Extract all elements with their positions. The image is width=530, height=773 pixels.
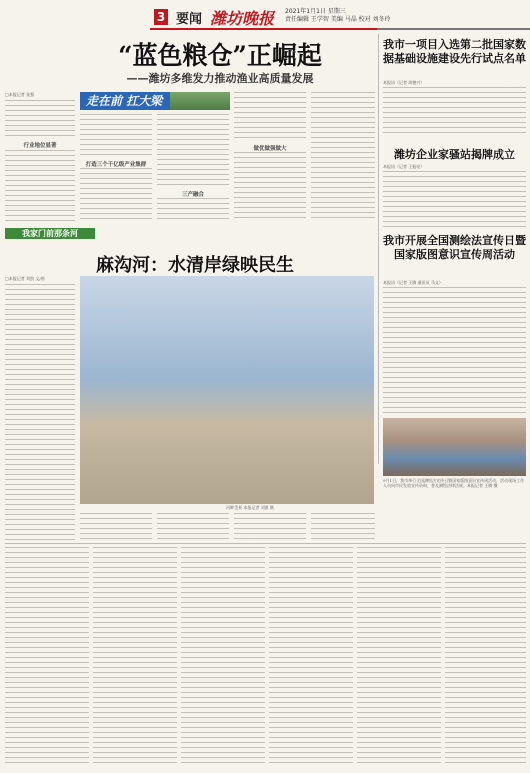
bottom-col3: [181, 547, 265, 767]
feature-photo-caption: 河畔美景 本报记者 刘凯 摄: [226, 505, 274, 510]
feature-title: 麻沟河：水清岸绿映民生: [96, 255, 294, 276]
top-story-title: “蓝色粮仓”正崛起: [118, 41, 322, 70]
top-story-col4: [234, 92, 306, 142]
feature-col3: [157, 513, 229, 540]
side-story-3-title: 我市开展全国测绘法宣传日暨国家版图意识宣传周活动: [383, 234, 526, 261]
editor-line: 责任编辑 王学智 美编 马晶 校对 刘冬玲: [285, 16, 391, 23]
feature-byline: □本报记者 刘凯 文/图: [5, 276, 45, 281]
bottom-col5: [357, 547, 441, 767]
bottom-col2: [93, 547, 177, 767]
side-story-2-body: [383, 171, 526, 227]
header-rule-red: [150, 28, 377, 30]
top-story-col1b: [5, 150, 75, 222]
section-label: 要闻: [176, 12, 203, 27]
top-story-col5: [311, 92, 375, 222]
side-story-1-title: 我市一项目入选第二批国家数据基础设施建设先行试点名单: [383, 38, 526, 65]
side-story-3-photo: [383, 418, 526, 476]
top-story-byline: □本报记者 张强: [5, 92, 35, 97]
side-story-3-photo-caption: 9月1日，我市举行全国测绘法宣传日暨国家版图意识宣传周活动，活动现场工作人员向市民发放宣传资料，普及测绘法律法规。本报记者 王腾 摄: [383, 478, 525, 489]
top-story-col2: [80, 114, 152, 158]
side-story-2-byline: 本报讯（记者 王振亮）: [383, 164, 425, 169]
top-story-subtitle: ——潍坊多维发力推动渔业高质量发展: [126, 72, 314, 85]
top-story-col3: [157, 114, 229, 188]
feature-col2: [80, 513, 152, 540]
bottom-col6: [445, 547, 526, 767]
date-line: 2021年1月1日 星期三: [285, 8, 346, 15]
bottom-col1: [5, 547, 89, 767]
page-number: 3: [154, 9, 168, 25]
bottom-col4: [269, 547, 353, 767]
feature-col1: [5, 284, 75, 540]
side-story-1-body: [383, 87, 526, 137]
top-story-col1: [5, 100, 75, 140]
top-story-col4b: [234, 152, 306, 222]
column-divider: [378, 34, 379, 464]
top-story-banner-photo: [170, 92, 230, 110]
side-story-1-byline: 本报讯（记者 周德兴）: [383, 80, 425, 85]
top-story-col2b: [80, 168, 152, 222]
side-story-3-byline: 本报讯（记者 王腾 通讯员 马文）: [383, 280, 443, 285]
newspaper-logo: 潍坊晚报: [210, 9, 275, 28]
side-story-3-body: [383, 287, 526, 415]
section-banner: 我家门前那条河: [5, 228, 95, 239]
top-story-col3b: [157, 198, 229, 222]
masthead-meta: [285, 8, 391, 24]
sub-head-4: 做优做强做大: [253, 146, 287, 152]
feature-col4: [234, 513, 306, 540]
header-rule-gray: [377, 28, 530, 30]
sub-head-3: 三产融合: [181, 192, 204, 198]
sub-head-1: 行业地位显著: [23, 143, 57, 149]
top-story-banner: 走在前 扛大梁: [80, 92, 176, 110]
side-story-2-title: 潍坊企业家骚站揭牌成立: [394, 148, 515, 161]
sub-head-2: 打造三个千亿级产业集群: [85, 162, 147, 168]
bottom-rule: [5, 543, 526, 544]
feature-col5: [311, 513, 375, 540]
feature-photo: [80, 276, 374, 504]
